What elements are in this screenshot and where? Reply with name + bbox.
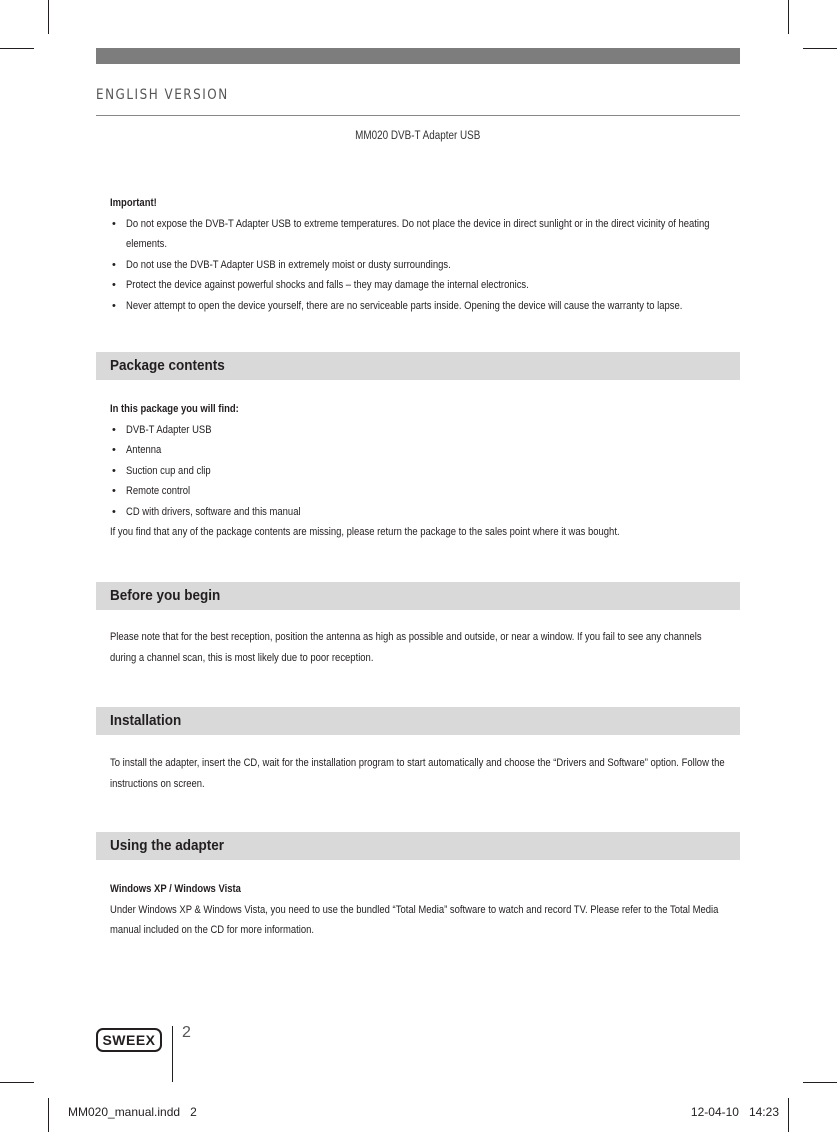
section-installation: [96, 707, 740, 735]
section-title: Using the adapter: [110, 837, 225, 854]
paragraph-line: Under Windows XP & Windows Vista, you need to use the bundled “Total Media” software to watch and record TV. Please refer to the Total Media: [110, 903, 719, 916]
crop-mark: [803, 48, 837, 49]
section-title: Installation: [110, 712, 182, 729]
list-item-continuation: elements.: [126, 238, 168, 250]
sweex-logo: SWEEX: [96, 1028, 162, 1052]
package-intro: In this package you will find:: [110, 403, 239, 415]
header-bar: [96, 48, 740, 64]
list-item: • Do not use the DVB-T Adapter USB in extremely moist or dusty surroundings.: [110, 255, 740, 276]
package-section: [110, 399, 740, 543]
important-heading: Important!: [110, 197, 157, 209]
paragraph-line: manual included on the CD for more information.: [110, 924, 315, 936]
crop-mark: [803, 1082, 837, 1083]
list-item: • CD with drivers, software and this manual: [110, 502, 740, 523]
page-number: 2: [182, 1024, 191, 1041]
page-number-divider: [172, 1026, 173, 1082]
list-item: • Antenna: [110, 440, 740, 461]
crop-mark: [788, 0, 789, 34]
section-using-adapter: [96, 832, 740, 860]
document-title: MM020 DVB-T Adapter USB: [355, 130, 481, 142]
important-section: [110, 193, 740, 316]
list-item: • Never attempt to open the device yourself, there are no serviceable parts inside. Opening the device will cause the warranty to lapse.: [110, 296, 740, 317]
installation-section: [110, 753, 740, 794]
list-item: • Do not expose the DVB-T Adapter USB to extreme temperatures. Do not place the device in direct sunlight or in the direct vicinity of heating: [110, 214, 740, 235]
list-item: • Protect the device against powerful shocks and falls – they may damage the internal electronics.: [110, 275, 740, 296]
package-note: If you find that any of the package contents are missing, please return the package to the sales point where it was bought.: [110, 526, 620, 538]
list-item: • Remote control: [110, 481, 740, 502]
section-before-you-begin: [96, 582, 740, 610]
paragraph-line: Please note that for the best reception, position the antenna as high as possible and outside, or near a window. If you fail to see any channels: [110, 631, 702, 643]
paragraph-line: To install the adapter, insert the CD, wait for the installation program to start automatically and choose the “Drivers and Software” option. Follow the: [110, 757, 725, 769]
print-slug-filename: MM020_manual.indd 2: [68, 1105, 197, 1119]
paragraph-line: during a channel scan, this is most likely due to poor reception.: [110, 651, 374, 664]
package-list: [110, 420, 740, 523]
list-item: • Suction cup and clip: [110, 461, 740, 482]
crop-mark: [0, 48, 34, 49]
header-rule: [96, 115, 740, 116]
section-title: Package contents: [110, 357, 225, 374]
section-package-contents: [96, 352, 740, 380]
section-title: Before you begin: [110, 587, 221, 604]
crop-mark: [48, 1098, 49, 1132]
before-section: [110, 627, 740, 668]
version-label: ENGLISH VERSION: [96, 87, 229, 103]
crop-mark: [48, 0, 49, 34]
paragraph-line: instructions on screen.: [110, 777, 205, 790]
print-slug-timestamp: 12-04-10 14:23: [690, 1105, 779, 1119]
crop-mark: [788, 1098, 789, 1132]
list-item: • DVB-T Adapter USB: [110, 420, 740, 441]
os-subheading: Windows XP / Windows Vista: [110, 883, 241, 895]
using-section: [110, 879, 740, 941]
crop-mark: [0, 1082, 34, 1083]
important-list: [110, 214, 740, 317]
